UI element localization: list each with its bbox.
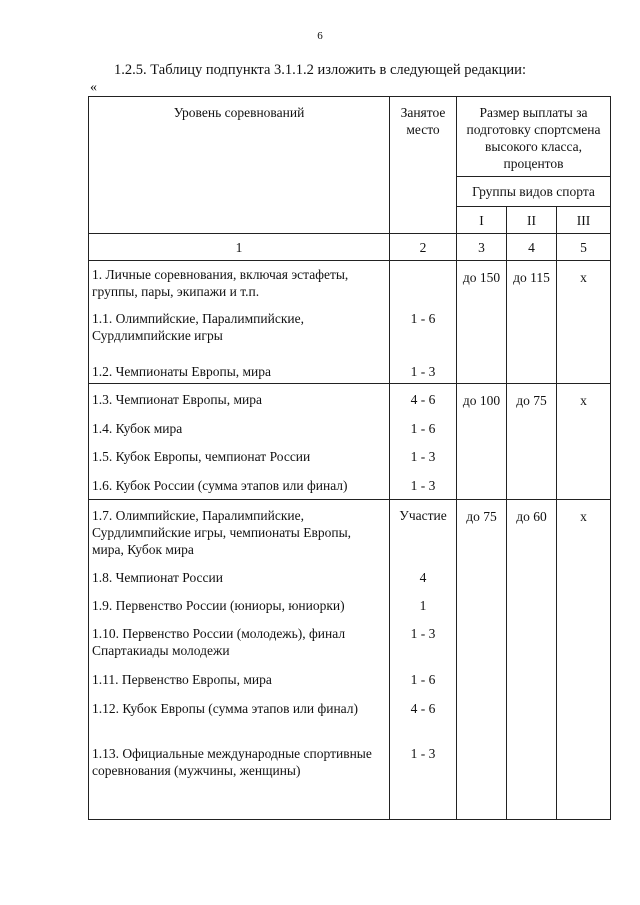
place-value: 1 xyxy=(419,598,427,613)
header-level: Уровень соревнований xyxy=(89,97,390,234)
group-numeral: I xyxy=(457,207,507,234)
place-value: 4 - 6 xyxy=(410,392,436,407)
level-cell xyxy=(89,384,390,500)
place-cell xyxy=(390,384,457,500)
place-value: 1 - 6 xyxy=(410,311,436,326)
place-value: 1 - 3 xyxy=(410,626,436,641)
group-1-value: до 150 xyxy=(457,261,507,384)
group-3-value: х xyxy=(557,261,611,384)
column-number: 5 xyxy=(557,234,611,261)
list-item: 1.5. Кубок Европы, чемпионат России xyxy=(92,449,311,464)
column-number: 1 xyxy=(89,234,390,261)
column-numbers-row xyxy=(89,234,611,261)
group-numeral: II xyxy=(507,207,557,234)
list-item: 1.3. Чемпионат Европы, мира xyxy=(92,392,262,407)
group-numeral: III xyxy=(557,207,611,234)
column-number: 3 xyxy=(457,234,507,261)
place-value: 4 - 6 xyxy=(410,701,436,716)
intro-text: 1.2.5. Таблицу подпункта 3.1.1.2 изложить в следующей редакции: xyxy=(114,62,526,78)
place-cell xyxy=(390,261,457,384)
column-number: 2 xyxy=(390,234,457,261)
list-item: 1.6. Кубок России (сумма этапов или финал) xyxy=(92,478,348,493)
list-item: 1.8. Чемпионат России xyxy=(92,570,223,585)
level-cell xyxy=(89,261,390,384)
place-value: 1 - 6 xyxy=(410,672,436,687)
list-item: 1.9. Первенство России (юниоры, юниорки) xyxy=(92,598,345,613)
page-number: 6 xyxy=(317,30,323,42)
list-item: 1. Личные соревнования, включая эстафеты, группы, пары, экипажи и т.п. xyxy=(92,267,349,299)
list-item: 1.13. Официальные международные спортивные соревнования (мужчины, женщины) xyxy=(92,746,372,778)
group-1-value: до 100 xyxy=(457,384,507,500)
table-row xyxy=(89,500,611,820)
group-3-value: х xyxy=(557,500,611,820)
place-value: 1 - 3 xyxy=(410,449,436,464)
level-cell xyxy=(89,500,390,820)
group-3-value: х xyxy=(557,384,611,500)
group-2-value: до 75 xyxy=(507,384,557,500)
place-value: 1 - 3 xyxy=(410,478,436,493)
header-payment: Размер выплаты за подготовку спортсмена высокого класса, процентов xyxy=(457,97,611,177)
place-value: 1 - 3 xyxy=(410,364,436,379)
header-row xyxy=(89,97,611,177)
quote-mark: « xyxy=(90,80,97,95)
group-2-value: до 115 xyxy=(507,261,557,384)
list-item: 1.10. Первенство России (молодежь), финал Спартакиады молодежи xyxy=(92,626,346,658)
list-item: 1.11. Первенство Европы, мира xyxy=(92,672,272,687)
place-value: 4 xyxy=(419,570,427,585)
group-1-value: до 75 xyxy=(457,500,507,820)
place-value: Участие xyxy=(399,508,447,523)
list-item: 1.1. Олимпийские, Паралимпийские, Сурдлимпийские игры xyxy=(92,311,304,343)
table-row xyxy=(89,261,611,384)
list-item: 1.4. Кубок мира xyxy=(92,421,183,436)
table-row xyxy=(89,384,611,500)
column-number: 4 xyxy=(507,234,557,261)
header-groups: Группы видов спорта xyxy=(457,177,611,207)
place-value: 1 - 6 xyxy=(410,421,436,436)
place-cell xyxy=(390,500,457,820)
list-item: 1.2. Чемпионаты Европы, мира xyxy=(92,364,272,379)
list-item: 1.12. Кубок Европы (сумма этапов или финал) xyxy=(92,701,359,716)
list-item: 1.7. Олимпийские, Паралимпийские, Сурдлимпийские игры, чемпионаты Европы, мира, Кубок мира xyxy=(92,508,352,557)
payment-table xyxy=(88,96,611,820)
place-value: 1 - 3 xyxy=(410,746,436,761)
header-place: Занятое место xyxy=(390,97,457,234)
group-2-value: до 60 xyxy=(507,500,557,820)
